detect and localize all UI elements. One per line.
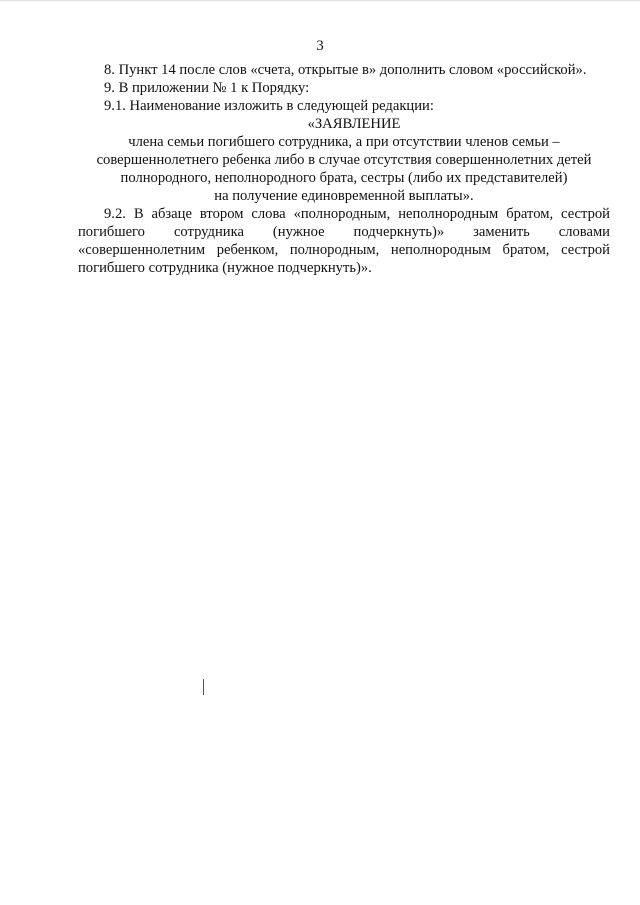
scan-top-edge bbox=[0, 0, 640, 2]
paragraph-9-2: 9.2. В абзаце втором слова «полнородным, неполнородным братом, сестрой погибшего сотрудника (нужное подчеркнуть)» заменить словами «совершеннолетним ребенком, полнородным, неполнородным братом, сестрой погибшего сотрудника (нужное подчеркнуть)». bbox=[78, 206, 610, 276]
form-title: «ЗАЯВЛЕНИЕ bbox=[307, 116, 401, 132]
paragraph-9-1: 9.1. Наименование изложить в следующей редакции: bbox=[104, 98, 434, 114]
form-subtitle-line: полнородного, неполнородного брата, сестры (либо их представителей) bbox=[120, 170, 568, 186]
document-body bbox=[78, 61, 610, 277]
form-subtitle-line: члена семьи погибшего сотрудника, а при отсутствии членов семьи – bbox=[128, 134, 560, 150]
form-subtitle-line: совершеннолетнего ребенка либо в случае отсутствия совершеннолетних детей bbox=[96, 152, 592, 168]
paragraph-9: 9. В приложении № 1 к Порядку: bbox=[104, 80, 310, 96]
scan-artifact-mark bbox=[203, 679, 204, 695]
paragraph-8: 8. Пункт 14 после слов «счета, открытые в» дополнить словом «российской». bbox=[104, 62, 587, 78]
form-subtitle-line: на получение единовременной выплаты». bbox=[214, 188, 474, 204]
page-number: 3 bbox=[316, 38, 324, 54]
form-subtitle bbox=[78, 133, 610, 205]
